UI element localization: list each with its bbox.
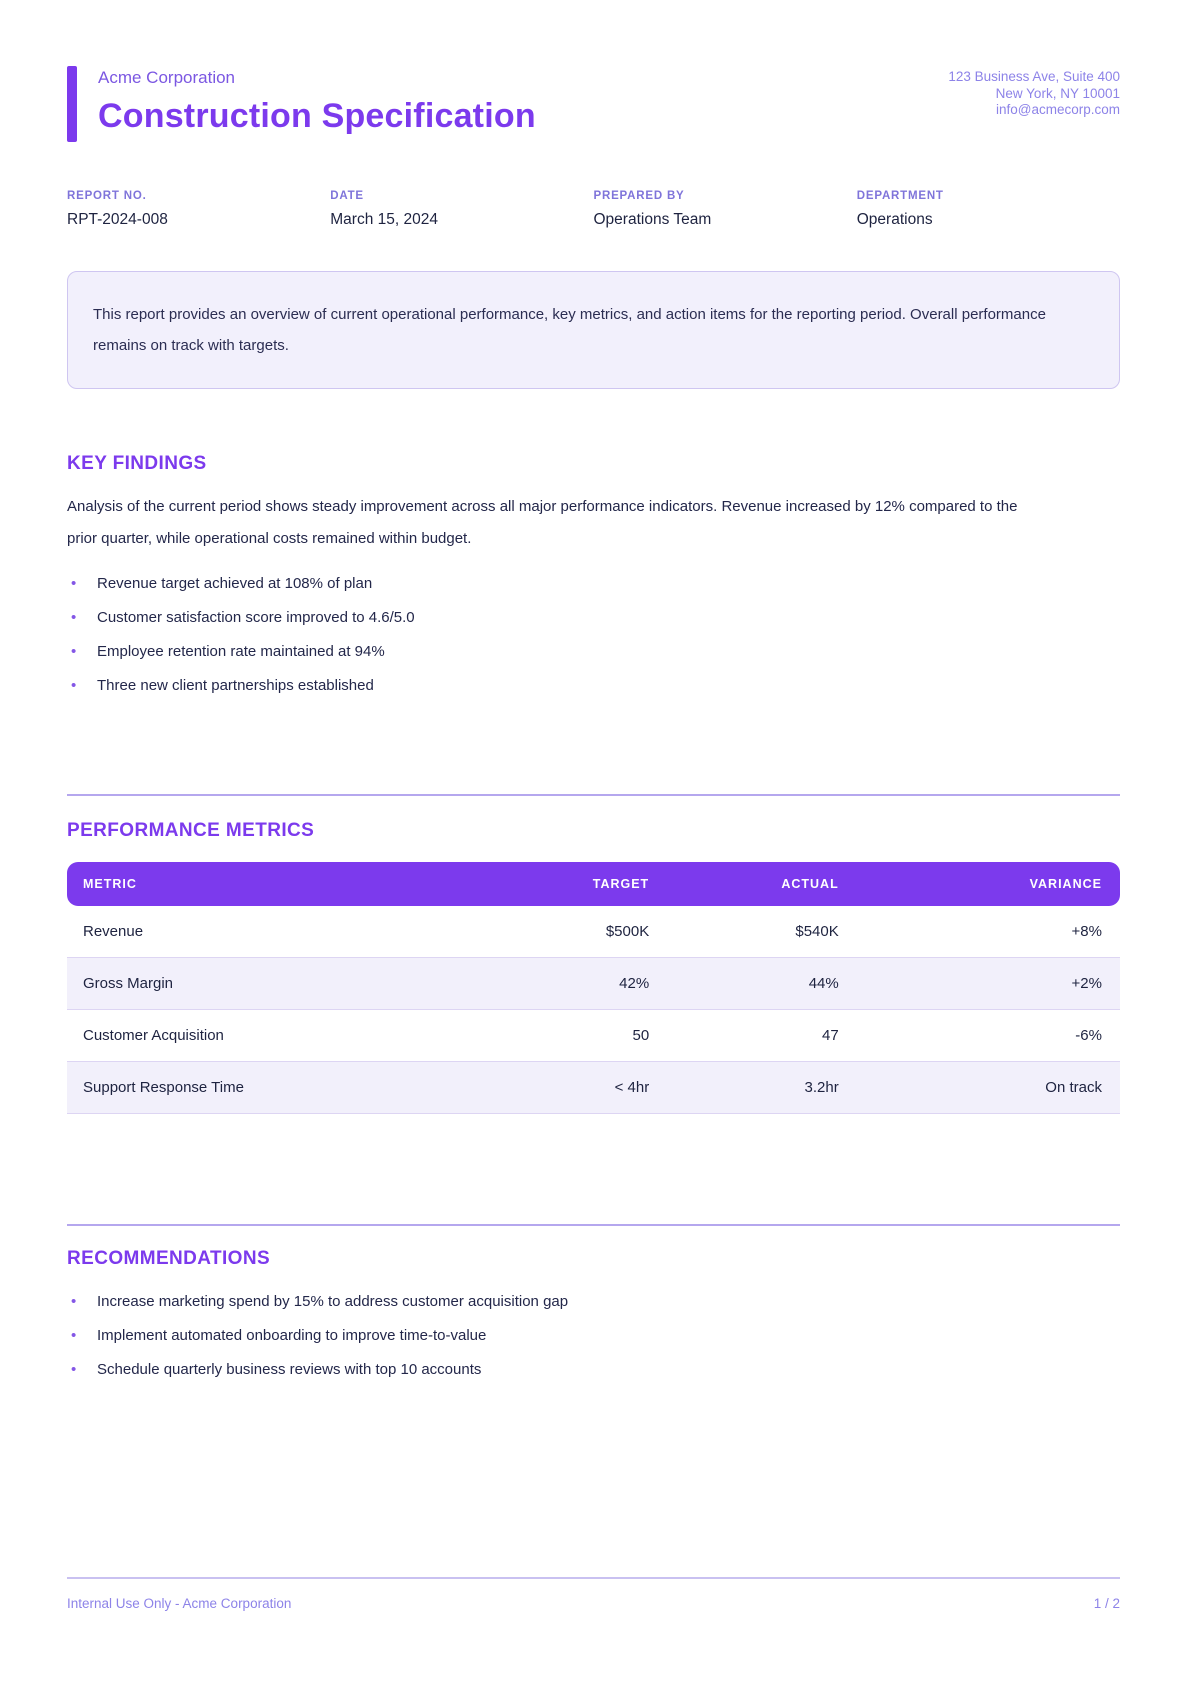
section-heading-recommendations: RECOMMENDATIONS [67,1248,271,1269]
recommendations-list [67,1284,1120,1386]
meta-label: REPORT NO. [67,190,147,202]
cell-actual: $540K [795,923,839,940]
footer-divider [67,1577,1120,1579]
section-heading-key-findings: KEY FINDINGS [67,453,207,474]
table-row [67,1062,1120,1114]
summary-callout: This report provides an overview of current operational performance, key metrics, and action items for the reporting period. Overall performance remains on track with targets. [67,271,1120,389]
meta-field-prepared-by [594,190,857,229]
meta-value: Operations [856,211,933,228]
bullet-icon: • [71,676,77,694]
address-email: info@acmecorp.com [996,102,1120,117]
column-header-target: TARGET [592,877,650,891]
cell-variance: On track [1045,1079,1102,1096]
meta-label: DATE [330,190,364,202]
cell-metric: Customer Acquisition [83,1027,224,1044]
list-item: • Increase marketing spend by 15% to address customer acquisition gap [67,1284,1120,1318]
section-recommendations [67,1248,1120,1386]
address-line: New York, NY 10001 [995,85,1120,101]
accent-bar [67,66,77,142]
cell-target: 50 [632,1027,650,1044]
key-findings-paragraph: Analysis of the current period shows steady improvement across all major performance indicators. Revenue increased by 12% compared to the prior quarter, while operational costs remained within budget. [67,498,1018,547]
list-item: • Implement automated onboarding to improve time-to-value [67,1318,1120,1352]
bullet-icon: • [71,574,77,592]
cell-actual: 3.2hr [804,1079,839,1096]
bullet-icon: • [71,642,77,660]
footer-confidentiality-note: Internal Use Only - Acme Corporation [67,1596,292,1611]
list-item: • Revenue target achieved at 108% of plan [67,566,1120,600]
company-name: Acme Corporation [98,68,236,87]
cell-metric: Gross Margin [83,975,174,992]
meta-field-department [857,190,1120,229]
section-divider [67,794,1120,796]
page-number: 1 / 2 [1093,1596,1120,1611]
bullet-icon: • [71,1360,77,1378]
document-header [67,66,1120,142]
metrics-table [67,862,1120,1114]
column-header-variance: VARIANCE [1029,877,1102,891]
cell-actual: 47 [822,1027,839,1044]
section-performance-metrics [67,820,1120,1114]
cell-variance: +2% [1071,975,1102,992]
meta-value: Operations Team [593,211,712,228]
meta-label: PREPARED BY [593,190,685,202]
meta-value: March 15, 2024 [330,211,438,228]
brand-block [67,66,536,142]
cell-target: 42% [619,975,650,992]
list-item: • Employee retention rate maintained at 94% [67,634,1120,668]
column-header-metric: METRIC [83,877,137,891]
cell-metric: Support Response Time [83,1079,244,1096]
meta-field-date [330,190,593,229]
section-key-findings [67,453,1120,702]
table-row [67,1010,1120,1062]
cell-actual: 44% [808,975,839,992]
meta-field-report-no [67,190,330,229]
cell-metric: Revenue [83,923,144,940]
bullet-icon: • [71,608,77,626]
table-row [67,958,1120,1010]
bullet-icon: • [71,1326,77,1344]
meta-value: RPT-2024-008 [67,211,168,228]
table-row [67,906,1120,958]
cell-target: < 4hr [614,1079,650,1096]
list-item: • Schedule quarterly business reviews with top 10 accounts [67,1352,1120,1386]
table-header-row [67,862,1120,906]
list-item: • Three new client partnerships established [67,668,1120,702]
list-item: • Customer satisfaction score improved to 4.6/5.0 [67,600,1120,634]
cell-variance: -6% [1075,1027,1102,1044]
section-divider [67,1224,1120,1226]
page-title: Construction Specification [98,97,536,135]
cell-variance: +8% [1071,923,1102,940]
column-header-actual: ACTUAL [781,877,839,891]
meta-label: DEPARTMENT [856,190,944,202]
key-findings-list [67,566,1120,702]
cell-target: $500K [605,923,650,940]
page-footer [67,1577,1120,1611]
report-meta [67,190,1120,229]
bullet-icon: • [71,1292,77,1310]
company-address [948,66,1120,119]
address-line: 123 Business Ave, Suite 400 [948,69,1120,84]
section-heading-performance-metrics: PERFORMANCE METRICS [67,820,315,841]
